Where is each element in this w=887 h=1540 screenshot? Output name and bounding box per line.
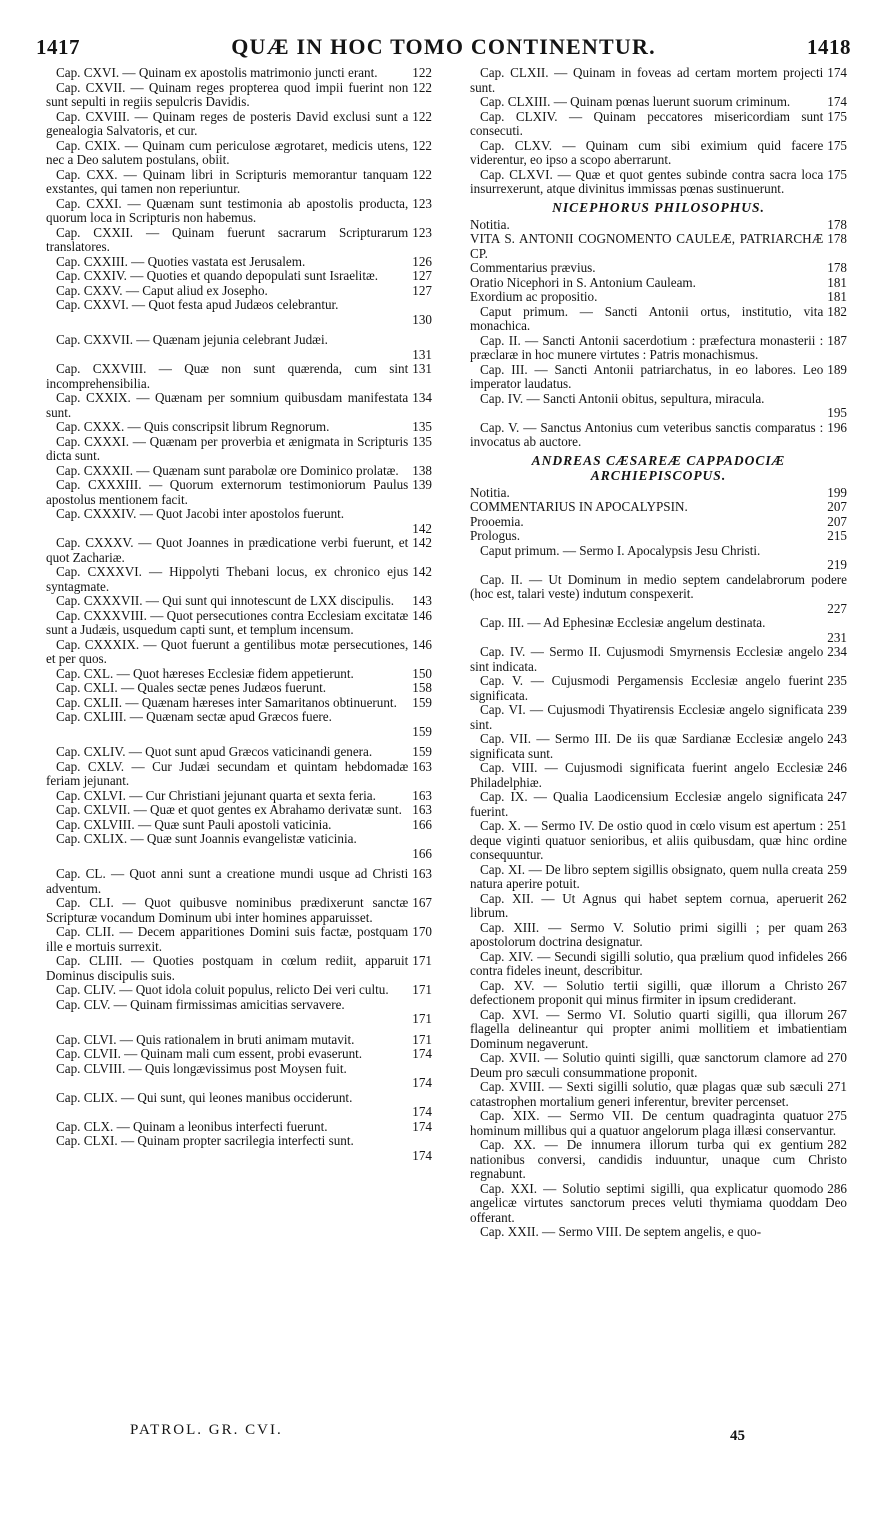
toc-entry-text: Cap. XIII. — Sermo V. Solutio primi sigilli ; per quam apostolorum doctrina designatur. [470, 919, 824, 949]
toc-entry [470, 892, 847, 921]
toc-entry-text: Cap. CXXXVI. — Hippolyti Thebani locus, ex chronico ejus syntagmate. [46, 564, 409, 594]
toc-page-number: 178 [827, 231, 847, 246]
toc-page-number: 235 [827, 673, 847, 688]
toc-entry [470, 305, 847, 334]
toc-entry-text: Cap. CXLIII. — Quænam sectæ apud Græcos fuere. [56, 709, 332, 724]
toc-entry [46, 391, 432, 420]
toc-entry [470, 290, 847, 305]
toc-entry [470, 1051, 847, 1080]
toc-entry-text: Cap. CLVIII. — Quis longævissimus post Moysen fuit. [56, 1060, 347, 1076]
toc-entry [46, 464, 432, 479]
toc-entry [46, 168, 432, 197]
toc-entry [46, 954, 432, 983]
toc-entry-text: Cap. X. — Sermo IV. De ostio quod in cœlo visum est apertum : deque viginti quatuor senioribus, et aliis quibusdam, quæ hinc ordine consequuntur. [470, 818, 847, 862]
toc-page-number: 171 [412, 1011, 432, 1026]
toc-page-number: 171 [412, 982, 432, 997]
toc-entry [470, 761, 847, 790]
toc-entry-text: Cap. CXXI. — Quænam sunt testimonia ab apostolis producta, quorum loca in Scripturis non habemus. [46, 195, 409, 225]
toc-entry-text: Cap. CXXXI. — Quænam per proverbia et ænigmata in Scripturis dicta sunt. [46, 433, 409, 463]
toc-entry-text: Cap. CXLII. — Quænam hæreses inter Samaritanos obtinuerunt. [56, 694, 397, 710]
sheet-number: 45 [730, 1428, 745, 1444]
toc-entry [46, 760, 432, 789]
toc-entry [46, 1033, 432, 1048]
toc-entry-text: Cap. CXXIV. — Quoties et quando depopulati sunt Israelitæ. [56, 268, 379, 283]
toc-entry [470, 544, 847, 573]
toc-entry-text: Cap. CXXXVII. — Qui sunt qui innotescunt de LXX discipulis. [56, 593, 394, 608]
toc-entry-text: Cap. CLIX. — Qui sunt, qui leones manibus occiderunt. [56, 1089, 353, 1105]
toc-page-number: 219 [827, 557, 847, 572]
toc-entry-text: Cap. XVIII. — Sexti sigilli solutio, quæ plagas quæ sub sæculi catastrophen mortalium generi inferentur, breviter percenset. [470, 1079, 824, 1109]
toc-entry-text: Cap. II. — Sancti Antonii sacerdotium : præfectura monasterii : præclaræ in hoc munere virtutes : Patris monachismus. [470, 332, 824, 362]
toc-entry [46, 925, 432, 954]
toc-entry-text: Cap. III. — Sancti Antonii patriarchatus, in eo labores. Leo imperator laudatus. [470, 361, 824, 391]
toc-page-number: 126 [412, 253, 432, 269]
toc-entry [46, 710, 432, 739]
toc-page-number: 122 [412, 79, 432, 95]
toc-entry [46, 478, 432, 507]
toc-page-number: 138 [412, 462, 432, 478]
toc-entry-text: Cap. CXIX. — Quinam cum periculose ægrotaret, medicis utens, nec a Deo salutem postulans, obiit. [46, 137, 409, 167]
toc-entry-text: Cap. CXXVI. — Quot festa apud Judæos celebrantur. [56, 297, 339, 312]
toc-entry [46, 638, 432, 667]
toc-entry-text: Cap. CXLIX. — Quæ sunt Joannis evangelistæ vaticinia. [56, 831, 357, 846]
toc-entry-text: Cap. CXXXVIII. — Quot persecutiones contra Ecclesiam excitatæ sunt a Judæis, usquedum capti sunt, et templum incensum. [46, 607, 409, 637]
toc-entry-text: Prooemia. [470, 513, 524, 529]
toc-entry [470, 515, 847, 530]
toc-entry [46, 803, 432, 818]
toc-entry [470, 110, 847, 139]
toc-entry [46, 269, 432, 284]
toc-page-number: 231 [827, 629, 847, 645]
toc-page-number: 199 [827, 484, 847, 500]
toc-page-number: 174 [827, 94, 847, 109]
toc-entry [470, 863, 847, 892]
toc-entry-text: Cap. V. — Sanctus Antonius cum veteribus sanctis comparatus : invocatus ab auctore. [470, 419, 824, 449]
toc-entry [46, 1047, 432, 1062]
toc-entry [46, 696, 432, 711]
toc-entry-text: Cap. CXXIII. — Quoties vastata est Jerusalem. [56, 253, 306, 269]
toc-entry [46, 832, 432, 861]
toc-entry [46, 1091, 432, 1120]
toc-page-number: 123 [412, 195, 432, 211]
toc-page-number: 266 [827, 948, 847, 964]
toc-entry [470, 66, 847, 95]
toc-page-number: 122 [412, 65, 432, 80]
toc-entry [470, 276, 847, 291]
toc-entry [470, 616, 847, 645]
toc-entry [470, 1225, 847, 1240]
toc-entry-text: Cap. CLXII. — Quinam in foveas ad certam mortem projecti sunt. [470, 65, 824, 95]
toc-entry-text: Cap. CXXXIV. — Quot Jacobi inter apostolos fuerunt. [56, 506, 345, 521]
toc-page-number: 207 [827, 513, 847, 529]
toc-page-number: 243 [827, 731, 847, 746]
toc-entry [470, 232, 847, 261]
toc-entry-text: Cap. CLV. — Quinam firmissimas amicitias servavere. [56, 996, 345, 1012]
toc-page-number: 175 [827, 108, 847, 124]
toc-page-number: 159 [412, 723, 432, 739]
toc-entry [470, 674, 847, 703]
toc-page-number: 282 [827, 1137, 847, 1152]
toc-entry-text: Cap. CLI. — Quot quibusve nominibus prædixerunt sanctæ Scripturæ vocandum Dominum ubi inter homines apparuisset. [46, 895, 409, 925]
toc-page-number: 167 [412, 895, 432, 910]
toc-page-number: 163 [412, 866, 432, 881]
toc-entry [470, 790, 847, 819]
toc-page-number: 143 [412, 593, 432, 608]
toc-entry [46, 66, 432, 81]
toc-entry [46, 110, 432, 139]
toc-page-number: 267 [827, 1006, 847, 1022]
toc-entry-text: Notitia. [470, 484, 510, 500]
toc-entry-text: Cap. CXXX. — Quis conscripsit librum Regnorum. [56, 419, 330, 434]
toc-entry [470, 139, 847, 168]
toc-page-number: 158 [412, 680, 432, 695]
toc-page-number: 171 [412, 953, 432, 968]
toc-entry-text: Cap. CXXVII. — Quænam jejunia celebrant Judæi. [56, 332, 328, 347]
right-column [470, 66, 847, 1240]
toc-page-number: 146 [412, 636, 432, 652]
toc-entry-text: Cap. CXVIII. — Quinam reges de posteris David exclusi sunt a genealogia Salvatoris, et cur. [46, 108, 409, 138]
toc-entry [46, 507, 432, 536]
toc-entry [46, 565, 432, 594]
toc-entry [46, 1062, 432, 1091]
toc-entry [470, 1109, 847, 1138]
toc-page-number: 166 [412, 816, 432, 832]
toc-entry-text: Cap. VIII. — Cujusmodi significata fuerint angelo Ecclesiæ Philadelphiæ. [470, 760, 824, 790]
toc-page-number: 166 [412, 845, 432, 861]
toc-page-number: 227 [827, 600, 847, 616]
toc-entry [46, 226, 432, 255]
toc-page-number: 122 [412, 137, 432, 153]
toc-entry-text: Cap. CLII. — Decem apparitiones Domini suis factæ, postquam ille e mortuis surrexit. [46, 924, 409, 954]
toc-entry-text: Cap. CXXII. — Quinam fuerunt sacrarum Scripturarum translatores. [46, 224, 409, 254]
toc-page-number: 234 [827, 644, 847, 659]
toc-entry [46, 139, 432, 168]
toc-page-number: 189 [827, 361, 847, 377]
toc-entry-text: Cap. CLXVI. — Quæ et quot gentes subinde contra sacra loca insurrexerunt, atque divinitus immissas pœnas sustinuerunt. [470, 166, 824, 196]
toc-entry-text: Cap. XVII. — Solutio quinti sigilli, quæ sanctorum clamore ad Deum pro sæculi consummatione proponit. [470, 1050, 824, 1080]
toc-entry-text: Cap. CXXVIII. — Quæ non sunt quærenda, cum sint incomprehensibilia. [46, 361, 409, 391]
toc-entry-text: Cap. II. — Ut Dominum in medio septem candelabrorum podere (hoc est, talari veste) indutum conspexerit. [470, 571, 847, 601]
toc-entry-text: Cap. CLVII. — Quinam mali cum essent, probi evaserunt. [56, 1046, 363, 1061]
toc-entry [46, 667, 432, 682]
volume-signature: PATROL. GR. CVI. [130, 1422, 283, 1438]
toc-page-number: 195 [827, 405, 847, 420]
toc-entry [46, 255, 432, 270]
toc-page-number: 215 [827, 528, 847, 543]
toc-page-number: 130 [412, 311, 432, 327]
toc-page-number: 174 [412, 1075, 432, 1090]
toc-entry [470, 486, 847, 501]
toc-page-number: 178 [827, 216, 847, 232]
toc-entry [470, 1138, 847, 1182]
toc-entry-text: Cap. CXXV. — Caput aliud ex Josepho. [56, 282, 268, 298]
toc-entry [470, 218, 847, 233]
toc-page-number: 135 [412, 419, 432, 434]
toc-entry-text: Cap. CXXXIII. — Quorum externorum testimoniorum Paulus apostolus mentionem facit. [46, 477, 409, 507]
toc-entry [470, 979, 847, 1008]
toc-entry [470, 950, 847, 979]
toc-page-number: 271 [827, 1079, 847, 1094]
toc-page-number: 150 [412, 665, 432, 681]
toc-entry-text: Cap. CXVI. — Quinam ex apostolis matrimonio juncti erant. [56, 65, 378, 80]
toc-page-number: 182 [827, 303, 847, 319]
toc-entry [470, 1080, 847, 1109]
toc-entry [470, 732, 847, 761]
toc-page-number: 174 [827, 65, 847, 80]
toc-entry-text: Cap. CXXXV. — Quot Joannes in prædicatione verbi fuerunt, et quot Zachariæ. [46, 535, 409, 565]
header-title: QUÆ IN HOC TOMO CONTINENTUR. [231, 34, 656, 59]
toc-entry [46, 362, 432, 391]
toc-entry [470, 1008, 847, 1052]
toc-page-number: 239 [827, 702, 847, 717]
toc-entry-text: Cap. CLXV. — Quinam cum sibi eximium quid facere viderentur, eo ipso a scopo aberrarunt. [470, 137, 824, 167]
toc-page-number: 275 [827, 1108, 847, 1123]
toc-page-number: 181 [827, 289, 847, 304]
toc-page-number: 286 [827, 1180, 847, 1196]
toc-entry [46, 435, 432, 464]
toc-page-number: 134 [412, 390, 432, 405]
toc-entry-text: Cap. CXLVI. — Cur Christiani jejunant quarta et sexta feria. [56, 787, 376, 803]
toc-page-number: 196 [827, 419, 847, 435]
toc-entry-text: Notitia. [470, 216, 510, 232]
toc-entry [46, 284, 432, 299]
left-page-number: 1417 [36, 35, 80, 59]
toc-entry [46, 745, 432, 760]
toc-entry [46, 536, 432, 565]
toc-entry-text: Cap. CLVI. — Quis rationalem in bruti animam mutavit. [56, 1031, 355, 1047]
toc-page-number: 142 [412, 535, 432, 550]
toc-entry-text: Cap. XI. — De libro septem sigillis obsignato, quem nulla creata natura aperire potuit. [470, 861, 824, 891]
toc-page-number: 175 [827, 166, 847, 182]
toc-entry-text: Cap. CL. — Quot anni sunt a creatione mundi usque ad Christi adventum. [46, 866, 409, 896]
toc-page-number: 267 [827, 977, 847, 993]
toc-entry-text: Cap. CLIV. — Quot idola coluit populus, relicto Dei veri cultu. [56, 982, 389, 997]
toc-entry [46, 998, 432, 1027]
toc-entry-text: VITA S. ANTONII COGNOMENTO CAULEÆ, PATRIARCHÆ CP. [470, 231, 824, 261]
toc-entry-text: Cap. XXI. — Solutio septimi sigilli, qua explicatur quomodo angelicæ virtutes sanctorum preces veluti thymiama quoddam Deo offerant. [470, 1180, 847, 1225]
right-page-number: 1418 [807, 35, 851, 59]
toc-entry-text: Cap. CXVII. — Quinam reges propterea quod impii fuerint non sunt sepulti in regiis sepulcris Davidis. [46, 79, 409, 109]
toc-entry-text: Oratio Nicephori in S. Antonium Cauleam. [470, 274, 696, 290]
toc-page-number: 174 [412, 1118, 432, 1134]
toc-entry-text: Cap. CLIII. — Quoties postquam in cœlum rediit, apparuit Dominus discipulis suis. [46, 953, 409, 983]
toc-entry-text: Cap. XIX. — Sermo VII. De centum quadraginta quatuor hominum millibus qui a quatuor angelorum plaga illæsi conservantur. [470, 1108, 837, 1138]
toc-entry [46, 867, 432, 896]
toc-entry [470, 95, 847, 110]
toc-entry-text: Prologus. [470, 528, 521, 543]
toc-entry-text: Cap. CXXIX. — Quænam per somnium quibusdam manifestata sunt. [46, 390, 409, 420]
toc-entry [46, 609, 432, 638]
toc-entry [46, 298, 432, 327]
toc-page-number: 163 [412, 758, 432, 774]
running-header [36, 34, 851, 64]
toc-entry [470, 529, 847, 544]
toc-entry [470, 1182, 847, 1226]
toc-page-number: 135 [412, 433, 432, 449]
toc-entry-text: Cap. CLXIII. — Quinam pœnas luerunt suorum criminum. [480, 94, 791, 109]
toc-page-number: 263 [827, 919, 847, 935]
toc-entry-text: Commentarius prævius. [470, 260, 596, 275]
toc-entry-text: Cap. IV. — Sermo II. Cujusmodi Smyrnensis Ecclesiæ angelo sint indicata. [470, 644, 824, 674]
toc-entry-text: Cap. XVI. — Sermo VI. Solutio quarti sigilli, qua illorum flagella delineantur qui propter animi mollitiem et imbatientiam Dominum negaverunt. [470, 1006, 847, 1051]
toc-page-number: 163 [412, 787, 432, 803]
toc-page-number: 122 [412, 166, 432, 182]
toc-entry-text: Cap. CXLI. — Quales sectæ penes Judæos fuerunt. [56, 680, 327, 695]
toc-entry [470, 500, 847, 515]
toc-entry [470, 421, 847, 450]
toc-entry-text: Cap. CXLVII. — Quæ et quot gentes ex Abrahamo derivatæ sunt. [56, 802, 402, 817]
toc-entry-text: Cap. CXLIV. — Quot sunt apud Græcos vaticinandi genera. [56, 744, 373, 759]
toc-entry-text: Cap. XV. — Solutio tertii sigilli, quæ illorum a Christo defectionem proponit qui minus firmiter in ipsum crediderant. [470, 977, 824, 1007]
toc-page-number: 174 [412, 1147, 432, 1163]
toc-entry-text: Cap. CXX. — Quinam libri in Scripturis memorantur tanquam exstantes, qui tamen non reperiuntur. [46, 166, 409, 196]
section-heading: ANDREAS CÆSAREÆ CAPPADOCIÆ ARCHIEPISCOPUS. [531, 452, 786, 483]
toc-page-number: 207 [827, 499, 847, 514]
toc-entry [470, 921, 847, 950]
toc-entry [46, 818, 432, 833]
toc-page-number: 178 [827, 260, 847, 275]
toc-entry-text: Cap. CLXIV. — Quinam peccatores misericordiam sunt consecuti. [470, 108, 824, 138]
toc-page-number: 174 [412, 1104, 432, 1119]
toc-entry-text: Cap. CLXI. — Quinam propter sacrilegia interfecti sunt. [56, 1133, 354, 1148]
toc-page-number: 142 [412, 564, 432, 579]
toc-entry [46, 197, 432, 226]
toc-page-number: 170 [412, 924, 432, 939]
toc-entry-text: Cap. CXLV. — Cur Judæi secundam et quintam hebdomadæ feriam jejunant. [46, 758, 409, 788]
toc-entry-text: Cap. CLX. — Quinam a leonibus interfecti fuerunt. [56, 1118, 328, 1134]
toc-page-number: 251 [827, 818, 847, 833]
toc-entry [46, 1134, 432, 1163]
left-column [46, 66, 432, 1163]
toc-page-number: 122 [412, 108, 432, 124]
toc-entry [46, 983, 432, 998]
toc-entry-text: Cap. XX. — De innumera illorum turba qui ex gentium nationibus conversi, candidis induuntur, unaque cum Christo regnabunt. [470, 1137, 847, 1181]
toc-entry-text: Cap. XII. — Ut Agnus qui habet septem cornua, aperuerit librum. [470, 890, 824, 920]
toc-entry-text: Cap. XXII. — Sermo VIII. De septem angelis, e quo- [480, 1224, 762, 1239]
toc-entry [470, 645, 847, 674]
toc-page-number: 270 [827, 1050, 847, 1065]
toc-entry-text: Caput primum. — Sermo I. Apocalypsis Jesu Christi. [480, 542, 761, 558]
toc-entry-text: Cap. V. — Cujusmodi Pergamensis Ecclesiæ angelo fuerint significata. [470, 673, 824, 703]
toc-page-number: 259 [827, 861, 847, 877]
toc-entry-text: Cap. IX. — Qualia Laodicensium Ecclesiæ angelo significata fuerint. [470, 789, 824, 819]
toc-entry [470, 168, 847, 197]
toc-entry-text: Cap. CXXXIX. — Quot fuerunt a gentilibus motæ persecutiones, et per quos. [46, 636, 409, 666]
toc-entry-text: Exordium ac propositio. [470, 289, 598, 304]
toc-page-number: 262 [827, 890, 847, 906]
toc-entry-text: Cap. VI. — Cujusmodi Thyatirensis Ecclesiæ angelo significata sint. [470, 702, 824, 732]
toc-entry [46, 789, 432, 804]
toc-page-number: 127 [412, 282, 432, 298]
toc-page-number: 187 [827, 332, 847, 348]
toc-entry-text: Cap. CXLVIII. — Quæ sunt Pauli apostoli vaticinia. [56, 816, 332, 832]
toc-page-number: 171 [412, 1031, 432, 1047]
toc-entry-text: Cap. III. — Ad Ephesinæ Ecclesiæ angelum destinata. [480, 615, 766, 630]
toc-page-number: 127 [412, 268, 432, 283]
toc-page-number: 131 [412, 346, 432, 362]
toc-page-number: 159 [412, 694, 432, 710]
toc-entry-text: COMMENTARIUS IN APOCALYPSIN. [470, 499, 688, 514]
toc-entry [46, 420, 432, 435]
toc-page-number: 181 [827, 274, 847, 290]
toc-page-number: 175 [827, 137, 847, 153]
toc-entry-text: Caput primum. — Sancti Antonii ortus, institutio, vita monachica. [470, 303, 824, 333]
toc-entry [46, 1120, 432, 1135]
toc-page-number: 146 [412, 607, 432, 623]
toc-entry [470, 334, 847, 363]
section-heading: NICEPHORUS PHILOSOPHUS. [552, 199, 765, 215]
toc-entry [46, 333, 432, 362]
toc-entry [46, 896, 432, 925]
toc-entry [46, 81, 432, 110]
toc-page-number: 247 [827, 789, 847, 804]
toc-entry [470, 363, 847, 392]
toc-entry [470, 261, 847, 276]
toc-page-number: 139 [412, 477, 432, 492]
toc-entry-text: Cap. CXL. — Quot hæreses Ecclesiæ fidem appetierunt. [56, 665, 354, 681]
toc-entry-text: Cap. XIV. — Secundi sigilli solutio, qua prælium quod infideles contra fideles ineunt, describitur. [470, 948, 824, 978]
toc-entry [470, 703, 847, 732]
toc-entry [470, 392, 847, 421]
toc-entry-text: Cap. IV. — Sancti Antonii obitus, sepultura, miracula. [480, 390, 765, 406]
toc-page-number: 159 [412, 744, 432, 759]
toc-entry [46, 594, 432, 609]
toc-entry [470, 819, 847, 863]
toc-page-number: 123 [412, 224, 432, 240]
toc-page-number: 131 [412, 361, 432, 376]
toc-page-number: 174 [412, 1046, 432, 1061]
toc-entry-text: Cap. VII. — Sermo III. De iis quæ Sardianæ Ecclesiæ angelo significata sunt. [470, 731, 824, 761]
toc-entry [46, 681, 432, 696]
toc-page-number: 246 [827, 760, 847, 775]
toc-page-number: 142 [412, 520, 432, 536]
toc-entry [470, 573, 847, 617]
toc-entry-text: Cap. CXXXII. — Quænam sunt parabolæ ore Dominico prolatæ. [56, 462, 399, 478]
toc-page-number: 163 [412, 802, 432, 817]
